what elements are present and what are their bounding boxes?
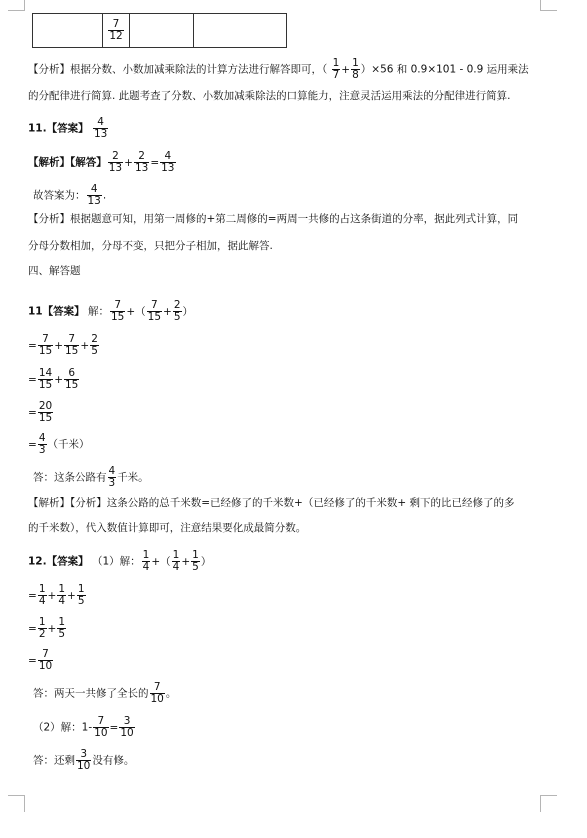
fraction: $\frac{7}{15}$ <box>65 333 79 357</box>
fraction: $\frac{1}{4}$ <box>172 549 180 573</box>
fraction: $\frac{4}{3}$ <box>108 465 116 489</box>
q11-so-answer: 故答案为： $\frac{4}{13}$ . <box>33 183 107 207</box>
q11s-step-2: = $\frac{14}{15}$ + $\frac{6}{15}$ <box>28 367 79 391</box>
fraction: $\frac{1}{8}$ <box>352 57 359 81</box>
fraction: $\frac{2}{5}$ <box>91 333 98 357</box>
q12-answer-line: 12.【答案】 （1）解： $\frac{1}{4}$ +（ $\frac{1}{4}$ + $\frac{1}{5}$ ） <box>28 549 212 573</box>
q11-analysis-line-1: 【分析】根据题意可知，用第一周修的+第二周修的=两周一共修的占这条街道的分率，据此列式计算，同 <box>28 213 519 225</box>
q12-answer-2: 答：还剩 $\frac{3}{10}$ 没有修。 <box>33 748 135 772</box>
fraction: $\frac{4}{13}$ <box>87 183 101 207</box>
fraction: $\frac{7}{10}$ <box>94 715 108 739</box>
fraction: $\frac{7}{15}$ <box>38 333 53 357</box>
fraction: $\frac{6}{15}$ <box>65 367 79 391</box>
fraction: $\frac{3}{10}$ <box>120 715 134 739</box>
fraction: $\frac{1}{5}$ <box>77 583 85 607</box>
q12-part-2: （2）解：1- $\frac{7}{10}$ = $\frac{3}{10}$ <box>33 715 134 739</box>
fraction: $\frac{7}{10}$ <box>150 681 164 705</box>
q11s-answer-line: 11【答案】 解： $\frac{7}{15}$ +（ $\frac{7}{15}$ + $\frac{2}{5}$ ） <box>28 299 194 323</box>
table-cell <box>103 14 130 48</box>
fraction: $\frac{20}{15}$ <box>38 400 53 424</box>
fraction: $\frac{1}{4}$ <box>142 549 150 573</box>
fraction: $\frac{1}{5}$ <box>58 616 65 640</box>
fraction: $\frac{4}{13}$ <box>161 150 175 174</box>
crop-mark-top-right <box>540 0 557 11</box>
fraction: $\frac{7}{15}$ <box>147 299 162 323</box>
fraction: $\frac{1}{4}$ <box>58 583 65 607</box>
crop-mark-bottom-right <box>540 795 557 812</box>
section-heading: 四、解答题 <box>28 265 81 277</box>
table-cell <box>33 14 103 48</box>
fraction: $\frac{1}{7}$ <box>332 57 340 81</box>
fraction: $\frac{2}{13}$ <box>108 150 123 174</box>
analysis-10-line-2: 的分配律进行简算. 此题考查了分数、小数加减乘除法的口算能力，注意灵活运用乘法的分配律进行简算. <box>28 90 511 102</box>
fraction: $\frac{7}{10}$ <box>38 648 53 672</box>
q11s-step-3: = $\frac{20}{15}$ <box>28 400 53 424</box>
fraction: $\frac{4}{3}$ <box>38 432 46 456</box>
q11s-step-4: = $\frac{4}{3}$ （千米） <box>28 432 90 456</box>
q11s-final-answer: 答：这条公路有 $\frac{4}{3}$ 千米。 <box>33 465 149 489</box>
q12-step-3: = $\frac{7}{10}$ <box>28 648 53 672</box>
crop-mark-bottom-left <box>8 795 25 812</box>
fraction: $\frac{1}{4}$ <box>38 583 46 607</box>
fraction: $\frac{2}{5}$ <box>173 299 181 323</box>
q12-step-1: = $\frac{1}{4}$ + $\frac{1}{4}$ + $\frac{1}{5}$ <box>28 583 85 607</box>
q12-answer-1: 答：两天一共修了全长的 $\frac{7}{10}$ 。 <box>33 681 177 705</box>
fraction: $\frac{1}{2}$ <box>38 616 46 640</box>
crop-mark-top-left <box>8 0 25 11</box>
fraction: $\frac{14}{15}$ <box>38 367 53 391</box>
q11s-step-1: = $\frac{7}{15}$ + $\frac{7}{15}$ + $\frac{2}{5}$ <box>28 333 98 357</box>
table-cell <box>194 14 287 48</box>
table-row <box>33 14 287 48</box>
fraction: $\frac{3}{10}$ <box>77 748 91 772</box>
fraction: $\frac{2}{13}$ <box>134 150 149 174</box>
q11-answer: 11.【答案】 $\frac{4}{13}$ <box>28 116 108 140</box>
analysis-10-line-1: 【分析】根据分数、小数加减乘除法的计算方法进行解答即可，（ $\frac{1}{7}$ + $\frac{1}{8}$ ）×56 和 0.9×101 - 0.9 运用乘法 <box>28 57 529 81</box>
q11s-analysis-line-2: 的千米数），代入数值计算即可，注意结果要化成最简分数。 <box>28 522 307 534</box>
table-cell <box>130 14 194 48</box>
q11s-analysis-line-1: 【解析】【分析】这条公路的总千米数=已经修了的千米数+（已经修了的千米数+ 剩下的比已经修了的多 <box>28 497 515 509</box>
q11-parse: 【解析】【解答】 $\frac{2}{13}$ + $\frac{2}{13}$ = $\frac{4}{13}$ <box>28 150 175 174</box>
fraction: $\frac{4}{13}$ <box>93 116 108 140</box>
q11-analysis-line-2: 分母分数相加，分母不变，只把分子相加，据此解答. <box>28 240 273 252</box>
fraction: $\frac{7}{12}$ <box>109 18 123 42</box>
fraction: $\frac{7}{15}$ <box>110 299 125 323</box>
answer-table <box>32 13 287 48</box>
fraction: $\frac{1}{5}$ <box>192 549 199 573</box>
q12-step-2: = $\frac{1}{2}$ + $\frac{1}{5}$ <box>28 616 65 640</box>
